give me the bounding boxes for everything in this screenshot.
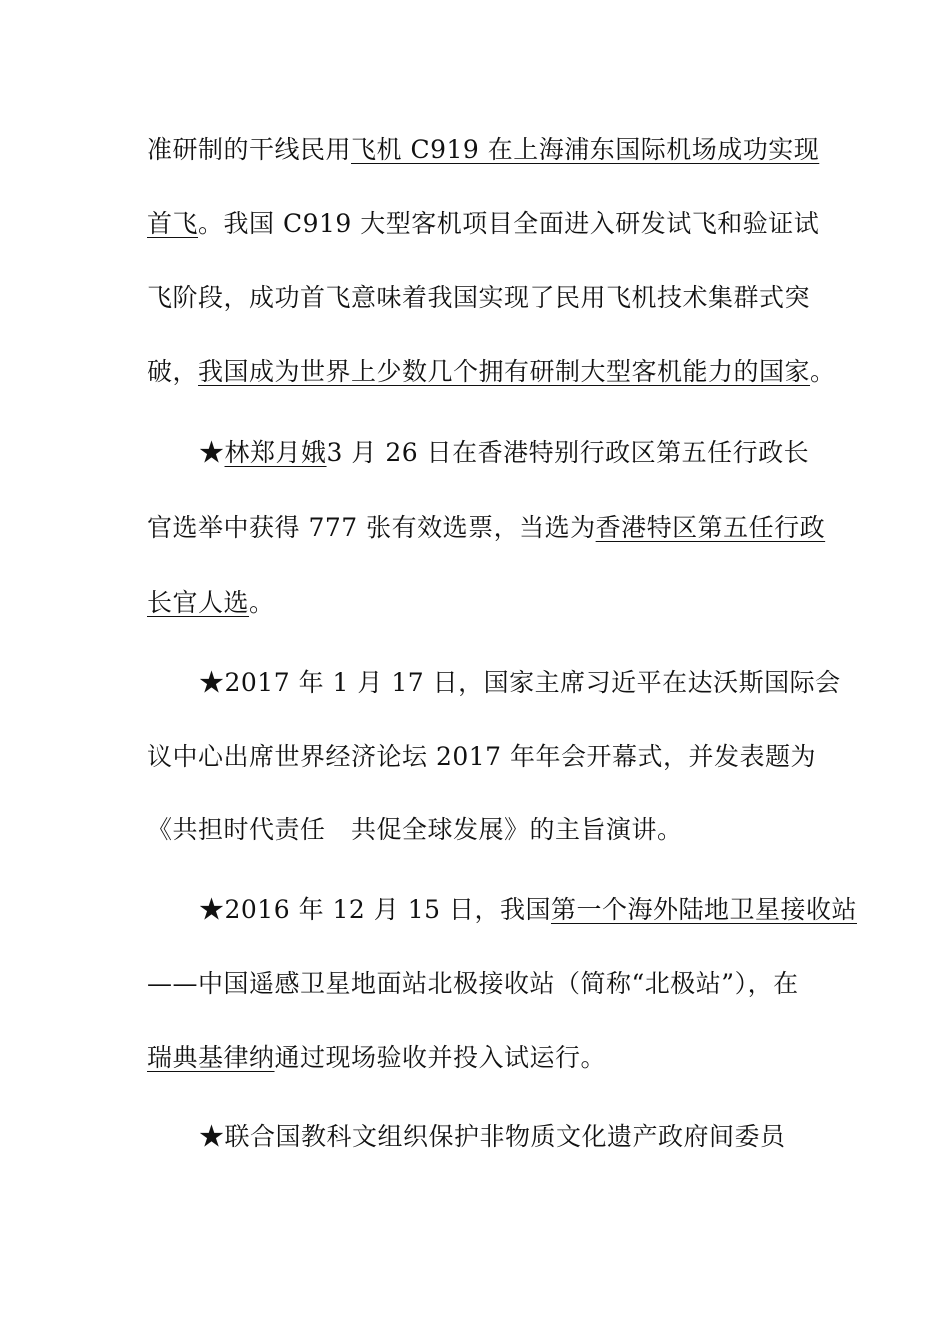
text-line xyxy=(147,583,827,623)
text-run: ★联合国教科文组织保护非物质文化遗产政府间委员 xyxy=(199,1122,786,1151)
text-run: ★2016 年 12 月 15 日，我国 xyxy=(199,895,551,924)
text-line xyxy=(199,433,879,473)
underlined-text: 首飞 xyxy=(147,209,199,238)
text-run: 通过现场验收并投入试运行。 xyxy=(274,1043,607,1072)
star-bullet: ★ xyxy=(199,438,225,467)
text-run: ★2017 年 1 月 17 日，国家主席习近平在达沃斯国际会 xyxy=(199,668,841,697)
text-line xyxy=(147,204,827,244)
underlined-text: 长官人选 xyxy=(147,588,250,617)
text-line xyxy=(199,890,879,930)
text-run: 。 xyxy=(249,588,275,617)
text-run: ——中国遥感卫星地面站北极接收站（简称“北极站”），在 xyxy=(147,969,799,998)
underlined-text: 第一个海外陆地卫星接收站 xyxy=(550,895,857,924)
text-run: 准研制的干线民用 xyxy=(147,135,352,164)
text-line xyxy=(147,278,827,318)
text-run: 。我国 C919 大型客机项目全面进入研发试飞和验证试 xyxy=(198,209,820,238)
text-run: 。 xyxy=(810,357,836,386)
text-run: 《共担时代责任 共促全球发展》的主旨演讲。 xyxy=(147,815,683,844)
text-run: 破， xyxy=(147,357,199,386)
text-line xyxy=(199,1117,879,1157)
underlined-text: 瑞典基律纳 xyxy=(147,1043,275,1072)
text-run: 3 月 26 日在香港特别行政区第五任行政长 xyxy=(326,438,810,467)
text-line xyxy=(147,508,827,548)
text-line xyxy=(147,1038,827,1078)
text-line xyxy=(147,130,827,170)
text-run: 官选举中获得 777 张有效选票，当选为 xyxy=(147,513,596,542)
text-run: 飞阶段，成功首飞意味着我国实现了民用飞机技术集群式突 xyxy=(147,283,811,312)
underlined-text: 林郑月娥 xyxy=(224,438,327,467)
text-line xyxy=(147,810,827,850)
text-line xyxy=(147,737,827,777)
text-line xyxy=(199,663,879,703)
text-line xyxy=(147,352,836,392)
text-run: 议中心出席世界经济论坛 2017 年年会开幕式，并发表题为 xyxy=(147,742,817,771)
text-line xyxy=(147,964,827,1004)
underlined-text: 飞机 C919 在上海浦东国际机场成功实现 xyxy=(351,135,820,164)
underlined-text: 我国成为世界上少数几个拥有研制大型客机能力的国家 xyxy=(198,357,811,386)
underlined-text: 香港特区第五任行政 xyxy=(595,513,826,542)
